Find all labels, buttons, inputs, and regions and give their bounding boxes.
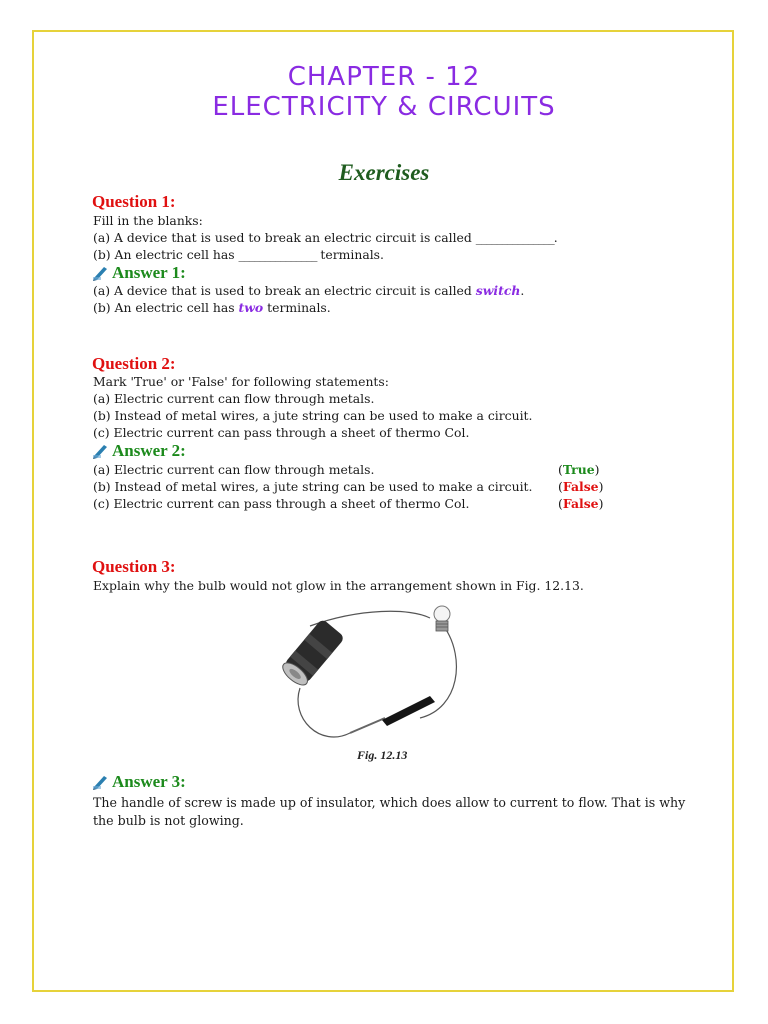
- a2-verdict: (True): [558, 462, 600, 477]
- question-3-heading: Question 3:: [92, 557, 176, 576]
- a2-statement: (a) Electric current can flow through metals.: [93, 462, 375, 477]
- a1-line-b: (b) An electric cell has two terminals.: [93, 300, 331, 315]
- a2-statement: (c) Electric current can pass through a sheet of thermo Col.: [93, 496, 470, 511]
- pen-icon: [92, 443, 110, 459]
- section-heading: Exercises: [338, 160, 430, 185]
- q3-prompt: Explain why the bulb would not glow in the arrangement shown in Fig. 12.13.: [93, 578, 584, 593]
- a1-line-a: (a) A device that is used to break an electric circuit is called switch.: [93, 283, 525, 298]
- a2-verdict: (False): [558, 496, 604, 511]
- q2-statement: (b) Instead of metal wires, a jute string can be used to make a circuit.: [93, 408, 533, 423]
- q1-blank-b: (b) An electric cell has _______________ terminals.: [93, 247, 384, 262]
- answer-1-heading: Answer 1:: [92, 263, 186, 283]
- chapter-title: ELECTRICITY & CIRCUITS: [212, 92, 556, 122]
- question-2-heading: Question 2:: [92, 354, 176, 373]
- q2-statement: (a) Electric current can flow through metals.: [93, 391, 375, 406]
- circuit-figure: [270, 598, 470, 768]
- pen-icon: [92, 774, 110, 790]
- chapter-number: CHAPTER - 12: [287, 62, 481, 92]
- q1-intro: Fill in the blanks:: [93, 213, 203, 228]
- question-1-heading: Question 1:: [92, 192, 176, 211]
- q2-intro: Mark 'True' or 'False' for following statements:: [93, 374, 389, 389]
- q1-blank-a: (a) A device that is used to break an electric circuit is called _______________.: [93, 230, 558, 245]
- answer-3-heading: Answer 3:: [92, 772, 186, 792]
- q2-statement: (c) Electric current can pass through a sheet of thermo Col.: [93, 425, 470, 440]
- a2-verdict: (False): [558, 479, 604, 494]
- a2-statement: (b) Instead of metal wires, a jute string can be used to make a circuit.: [93, 479, 533, 494]
- pen-icon: [92, 265, 110, 281]
- answer-3-text: The handle of screw is made up of insulator, which does allow to current to flow. That is why the bulb is not glowing.: [93, 795, 686, 828]
- answer-2-heading: Answer 2:: [92, 441, 186, 461]
- figure-caption: Fig. 12.13: [357, 748, 408, 762]
